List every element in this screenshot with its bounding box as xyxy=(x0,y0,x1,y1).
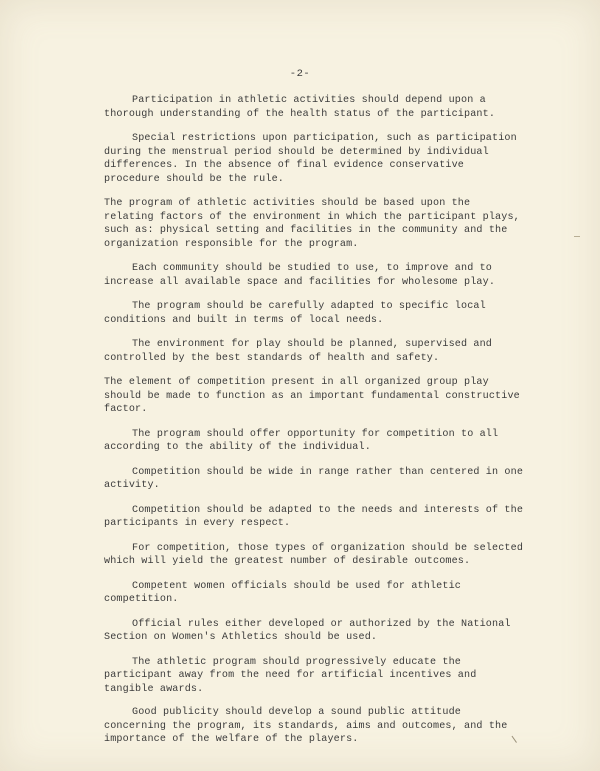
paragraph-8: The program should offer opportunity for competition to all according to the ability of the individual. xyxy=(104,428,499,453)
document-body xyxy=(104,94,524,758)
paragraph-10: Competition should be adapted to the needs and interests of the participants in every respect. xyxy=(104,504,524,529)
paragraph-12: Competent women officials should be used for athletic competition. xyxy=(104,580,461,605)
paragraph-5: The program should be carefully adapted to specific local conditions and built in terms of local needs. xyxy=(104,301,486,326)
paragraph-15: Good publicity should develop a sound public attitude concerning the program, its standards, aims and outcomes, and the importance of the welfare of the players. xyxy=(104,707,508,745)
paragraph-13: Official rules either developed or authorized by the National Section on Women's Athletics should be used. xyxy=(104,618,511,643)
paragraph-6: The environment for play should be planned, supervised and controlled by the best standards of health and safety. xyxy=(104,339,493,364)
paragraph-7: The element of competition present in all organized group play should be made to function as an important fundamental constructive factor. xyxy=(104,377,520,415)
paragraph-9: Competition should be wide in range rather than centered in one activity. xyxy=(104,466,524,491)
paragraph-11: For competition, those types of organization should be selected which will yield the greatest number of desirable outcomes. xyxy=(104,542,524,567)
paragraph-14: The athletic program should progressively educate the participant away from the need for artificial incentives and tangible awards. xyxy=(104,656,477,695)
paragraph-4: Each community should be studied to use, to improve and to increase all available space and facilities for wholesome play. xyxy=(104,263,496,288)
paragraph-2: Special restrictions upon participation, such as participation during the menstrual period should be determined by individual differences. In the absence of final evidence conservative procedure should be the rule. xyxy=(104,133,517,185)
paper-edge-mark xyxy=(574,236,580,237)
paragraph-3: The program of athletic activities should be based upon the relating factors of the environment in which the participant plays, such as: physical setting and facilities in the community and the organization responsible for the program. xyxy=(104,198,520,250)
page-number: -2- xyxy=(289,68,311,80)
paragraph-1: Participation in athletic activities should depend upon a thorough understanding of the health status of the participant. xyxy=(104,95,496,120)
